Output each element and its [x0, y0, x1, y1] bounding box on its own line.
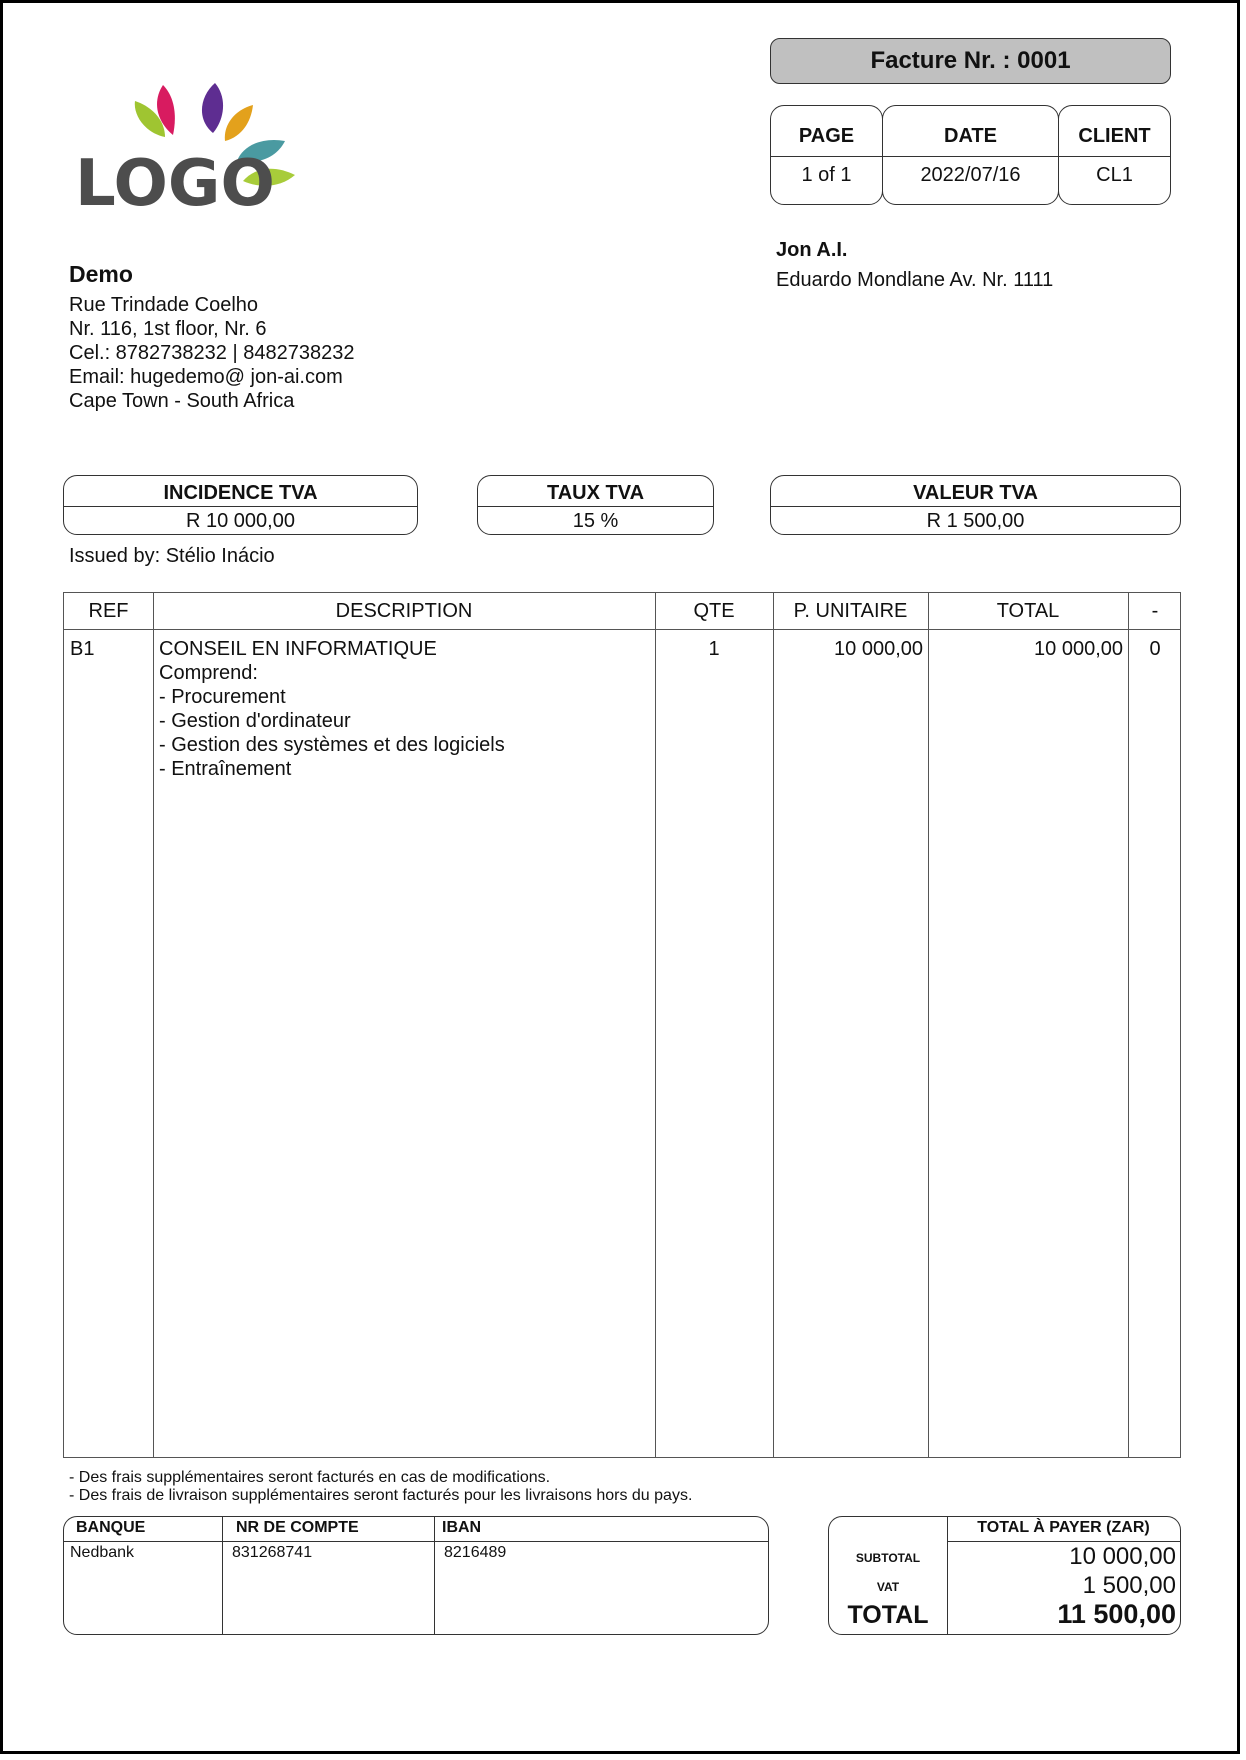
- col-divider: [655, 593, 656, 1457]
- page-value: 1 of 1: [801, 164, 852, 186]
- bank-box: [63, 1516, 769, 1635]
- item-description-line: CONSEIL EN INFORMATIQUE: [159, 638, 437, 660]
- logo-petal-purple: [202, 83, 223, 133]
- footer-notes: [69, 1469, 692, 1505]
- company-floor: Nr. 116, 1st floor, Nr. 6: [69, 318, 267, 340]
- vat-incidence-value: R 10 000,00: [186, 510, 295, 532]
- item-description: [159, 637, 505, 781]
- client-value: CL1: [1096, 164, 1133, 186]
- client-box: [1058, 105, 1171, 205]
- account-label: NR DE COMPTE: [236, 1519, 359, 1536]
- logo-petal-orange: [225, 105, 253, 141]
- totals-box: [828, 1516, 1181, 1635]
- col-divider: [773, 593, 774, 1457]
- vat-total-value: 1 500,00: [1082, 1572, 1176, 1599]
- iban-label: IBAN: [442, 1519, 482, 1536]
- client-label: CLIENT: [1059, 106, 1170, 157]
- col-divider: [928, 593, 929, 1457]
- subtotal-value: 10 000,00: [1069, 1543, 1176, 1570]
- vat-incidence-box: [63, 475, 418, 535]
- item-description-line: - Entraînement: [159, 758, 292, 780]
- item-ref: B1: [70, 638, 95, 660]
- header-extra: -: [1151, 600, 1159, 622]
- bank-value: Nedbank: [70, 1544, 135, 1561]
- date-label: DATE: [883, 106, 1058, 157]
- company-name: Demo: [69, 261, 133, 287]
- client-name: Jon A.I.: [776, 239, 848, 261]
- vat-value-label: VALEUR TVA: [771, 476, 1180, 507]
- items-table: [63, 592, 1181, 1458]
- item-description-line: - Gestion d'ordinateur: [159, 710, 351, 732]
- company-street: Rue Trindade Coelho: [69, 294, 259, 316]
- bank-divider: [434, 1517, 435, 1634]
- vat-total-label: VAT: [876, 1580, 900, 1594]
- subtotal-label: SUBTOTAL: [855, 1551, 921, 1565]
- company-email: Email: hugedemo@ jon-ai.com: [69, 366, 343, 388]
- date-value: 2022/07/16: [920, 164, 1021, 186]
- totals-header: TOTAL À PAYER (ZAR): [977, 1519, 1150, 1536]
- header-ref: REF: [88, 600, 129, 622]
- client-address: Eduardo Mondlane Av. Nr. 1111: [776, 269, 1054, 291]
- item-qty: 1: [708, 638, 720, 660]
- vat-rate-value: 15 %: [572, 510, 619, 532]
- company-phone: Cel.: 8782738232 | 8482738232: [69, 342, 355, 364]
- grand-total-value: 11 500,00: [1057, 1599, 1176, 1629]
- iban-value: 8216489: [444, 1544, 507, 1561]
- item-total: 10 000,00: [1034, 638, 1123, 660]
- vat-rate-label: TAUX TVA: [478, 476, 713, 507]
- bank-divider: [64, 1541, 768, 1542]
- vat-incidence-label: INCIDENCE TVA: [64, 476, 417, 507]
- item-extra: 0: [1149, 638, 1161, 660]
- header-unit-price: P. UNITAIRE: [793, 600, 908, 622]
- item-description-line: - Gestion des systèmes et des logiciels: [159, 734, 505, 756]
- logo-text: LOGO: [75, 147, 275, 215]
- grand-total-label: TOTAL: [847, 1601, 929, 1629]
- vat-value-box: [770, 475, 1181, 535]
- vat-rate-box: [477, 475, 714, 535]
- page-box: [770, 105, 883, 205]
- account-value: 831268741: [232, 1544, 313, 1561]
- vat-value-value: R 1 500,00: [926, 510, 1025, 532]
- header-qty: QTE: [693, 600, 735, 622]
- issued-by: Issued by: Stélio Inácio: [69, 545, 275, 567]
- company-logo: [75, 75, 345, 215]
- header-total: TOTAL: [996, 600, 1060, 622]
- item-description-line: - Procurement: [159, 686, 286, 708]
- item-description-line: Comprend:: [159, 662, 258, 684]
- totals-divider: [947, 1541, 1180, 1542]
- bank-divider: [222, 1517, 223, 1634]
- note-line: - Des frais de livraison supplémentaires seront facturés pour les livraisons hors du pays.: [69, 1487, 693, 1504]
- logo-graphic: [75, 75, 345, 215]
- bank-label: BANQUE: [76, 1519, 146, 1536]
- invoice-title: Facture Nr. : 0001: [770, 38, 1171, 84]
- item-unit-price: 10 000,00: [834, 638, 923, 660]
- note-line: - Des frais supplémentaires seront facturés en cas de modifications.: [69, 1469, 551, 1486]
- col-divider: [1128, 593, 1129, 1457]
- date-box: [882, 105, 1059, 205]
- col-divider: [153, 593, 154, 1457]
- company-city: Cape Town - South Africa: [69, 390, 295, 412]
- company-address-block: [69, 293, 354, 413]
- page-label: PAGE: [771, 106, 882, 157]
- header-description: DESCRIPTION: [335, 600, 473, 622]
